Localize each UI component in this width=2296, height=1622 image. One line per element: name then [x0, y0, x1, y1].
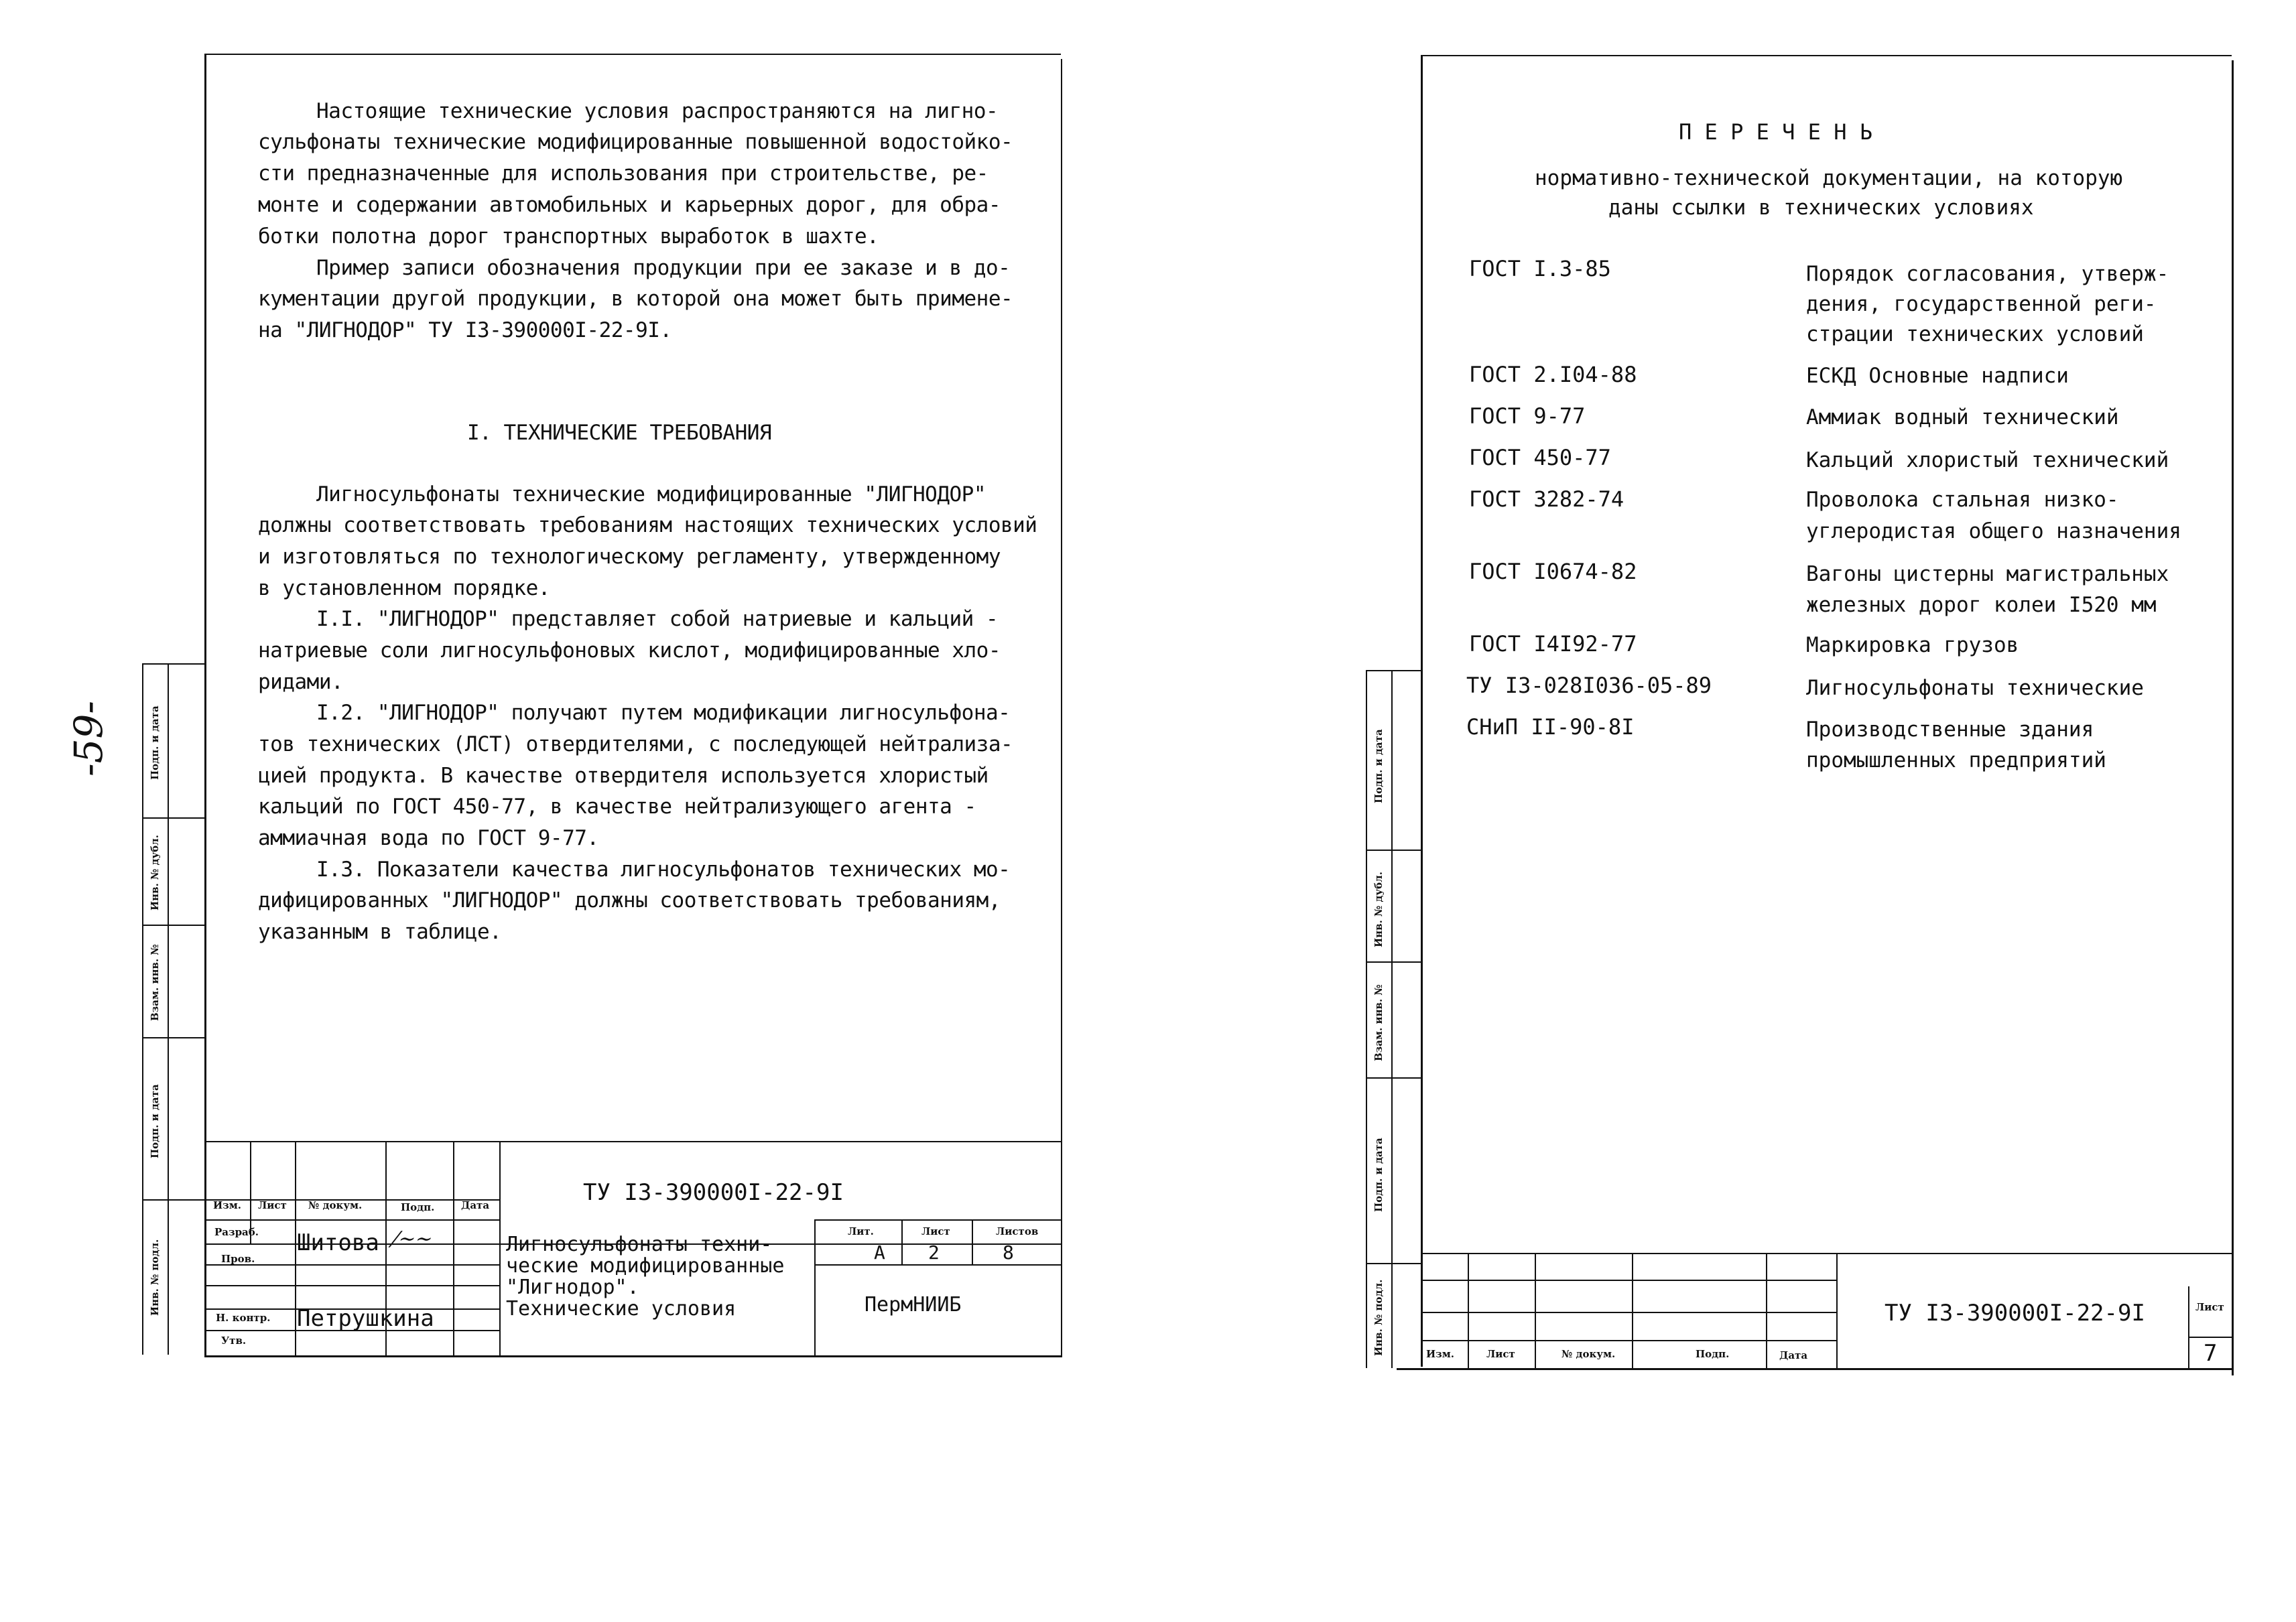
ref-desc: Порядок согласования, утверж-	[1806, 262, 2169, 286]
side-label: Инв. № дубл.	[149, 835, 161, 910]
ref-code: ГОСТ I0674-82	[1469, 559, 1637, 584]
body-line: должны соответствовать требованиям настоящих технических условий	[258, 513, 1037, 537]
intro-line: сульфонаты технические модифицированные повышенной водостойко-	[258, 130, 1013, 154]
list-title: П Е Р Е Ч Е Н Ь	[1679, 119, 1872, 145]
signature: /∼∼	[389, 1227, 436, 1251]
side-label: Инв. № подл.	[1373, 1279, 1385, 1356]
body-line: I.2. "ЛИГНОДОР" получают путем модификации лигносульфона-	[316, 701, 1011, 725]
body-line: Лигносульфонаты технические модифицированные "ЛИГНОДОР"	[316, 482, 986, 506]
ref-desc: промышленных предприятий	[1806, 748, 2106, 772]
body-line: кальций по ГОСТ 450-77, в качестве нейтрализующего агента -	[258, 795, 976, 819]
sheet-label: Лист	[921, 1225, 950, 1237]
role-label: Утв.	[221, 1335, 247, 1347]
intro-line: Пример записи обозначения продукции при ее заказе и в до-	[316, 256, 1011, 280]
sheet-value: 7	[2204, 1340, 2218, 1367]
role-label: Пров.	[221, 1253, 255, 1265]
ref-desc: ЕСКД Основные надписи	[1806, 364, 2069, 388]
col-header: Дата	[461, 1199, 490, 1211]
side-label: Подп. и дата	[149, 705, 161, 780]
col-header: Подп.	[1696, 1348, 1730, 1360]
ref-code: СНиП II-90-8I	[1466, 714, 1635, 740]
ref-desc: Производственные здания	[1806, 718, 2094, 742]
body-line: тов технических (ЛСТ) отвердителями, с последующей нейтрализа-	[258, 732, 1013, 756]
col-header: Лист	[1486, 1348, 1515, 1360]
page-side-number: -59-	[66, 701, 111, 776]
ref-code: ТУ I3-028I036-05-89	[1466, 673, 1712, 698]
ref-desc: дения, государственной реги-	[1806, 292, 2157, 316]
intro-line: на "ЛИГНОДОР" ТУ I3-390000I-22-9I.	[258, 318, 672, 342]
side-label: Подп. и дата	[149, 1084, 161, 1158]
body-line: и изготовляться по технологическому регламенту, утвержденному	[258, 545, 1001, 569]
list-subtitle: даны ссылки в технических условиях	[1608, 196, 2034, 220]
col-header: Изм.	[1426, 1348, 1454, 1360]
col-header: Дата	[1779, 1349, 1808, 1361]
role-label: Н. контр.	[216, 1312, 271, 1324]
body-line: ридами.	[258, 670, 344, 694]
ref-code: ГОСТ 3282-74	[1469, 486, 1624, 512]
sheet-value: 2	[928, 1241, 940, 1264]
norm-control-name: Петрушкина	[297, 1305, 434, 1332]
side-label: Взам. инв. №	[149, 944, 161, 1021]
ref-desc: Вагоны цистерны магистральных	[1806, 562, 2169, 586]
developer-name: Шитова	[297, 1229, 379, 1256]
ref-desc: Маркировка грузов	[1806, 633, 2019, 657]
sheet-label: Лист	[2195, 1301, 2224, 1313]
intro-line: кументации другой продукции, в которой она может быть примене-	[258, 287, 1013, 311]
list-subtitle: нормативно-технической документации, на которую	[1535, 166, 2123, 190]
body-line: натриевые соли лигносульфоновых кислот, модифицированные хло-	[258, 638, 1001, 663]
col-header: Лист	[258, 1199, 287, 1211]
side-label: Подп. и дата	[1373, 1138, 1385, 1212]
col-header: Изм.	[213, 1199, 241, 1211]
doc-title-line: "Лигнодор".	[506, 1276, 639, 1299]
ref-code: ГОСТ 450-77	[1469, 445, 1611, 470]
designation: ТУ I3-390000I-22-9I	[1885, 1300, 2145, 1327]
doc-title-line: ческие модифицированные	[506, 1254, 785, 1278]
designation: ТУ I3-390000I-22-9I	[583, 1179, 844, 1206]
ref-code: ГОСТ I4I92-77	[1469, 631, 1637, 657]
body-line: I.3. Показатели качества лигносульфонатов технических мо-	[316, 858, 1011, 882]
ref-code: ГОСТ I.3-85	[1469, 256, 1611, 281]
body-line: в установленном порядке.	[258, 576, 550, 600]
body-line: дифицированных "ЛИГНОДОР" должны соответствовать требованиям,	[258, 888, 1001, 913]
intro-line: ботки полотна дорог транспортных выработок в шахте.	[258, 224, 879, 249]
col-header: № докум.	[308, 1199, 363, 1211]
ref-desc: углеродистая общего назначения	[1806, 519, 2181, 543]
body-line: цией продукта. В качестве отвердителя используется хлористый	[258, 764, 988, 788]
body-line: указанным в таблице.	[258, 920, 502, 944]
intro-line: Настоящие технические условия распространяются на лигно-	[316, 99, 999, 123]
col-header: № докум.	[1561, 1348, 1616, 1360]
col-header: Подп.	[401, 1201, 435, 1213]
body-line: аммиачная вода по ГОСТ 9-77.	[258, 826, 599, 850]
ref-desc: Лигносульфонаты технические	[1806, 676, 2144, 700]
role-label: Разраб.	[214, 1226, 259, 1238]
sheets-label: Листов	[996, 1225, 1039, 1237]
side-label: Взам. инв. №	[1373, 984, 1385, 1061]
doc-title-line: Технические условия	[506, 1297, 737, 1321]
ref-code: ГОСТ 9-77	[1469, 403, 1586, 429]
doc-title-line: Лигносульфонаты техни-	[506, 1233, 773, 1256]
intro-line: монте и содержании автомобильных и карьерных дорог, для обра-	[258, 193, 1001, 217]
organization: ПермНИИБ	[865, 1293, 962, 1316]
ref-code: ГОСТ 2.I04-88	[1469, 362, 1637, 387]
body-line: I.I. "ЛИГНОДОР" представляет собой натриевые и кальций -	[316, 607, 999, 631]
ref-desc: железных дорог колеи I520 мм	[1806, 593, 2157, 617]
side-label: Подп. и дата	[1373, 729, 1385, 803]
side-label: Инв. № дубл.	[1373, 872, 1385, 947]
sheets-value: 8	[1003, 1241, 1014, 1264]
section-heading: I. ТЕХНИЧЕСКИЕ ТРЕБОВАНИЯ	[467, 421, 772, 445]
ref-desc: Аммиак водный технический	[1806, 405, 2119, 429]
ref-desc: Проволока стальная низко-	[1806, 488, 2119, 512]
ref-desc: страции технических условий	[1806, 322, 2144, 346]
ref-desc: Кальций хлористый технический	[1806, 448, 2169, 472]
lit-value: А	[874, 1241, 885, 1264]
intro-line: сти предназначенные для использования при строительстве, ре-	[258, 161, 988, 186]
lit-label: Лит.	[848, 1225, 874, 1237]
side-label: Инв. № подл.	[149, 1239, 161, 1316]
